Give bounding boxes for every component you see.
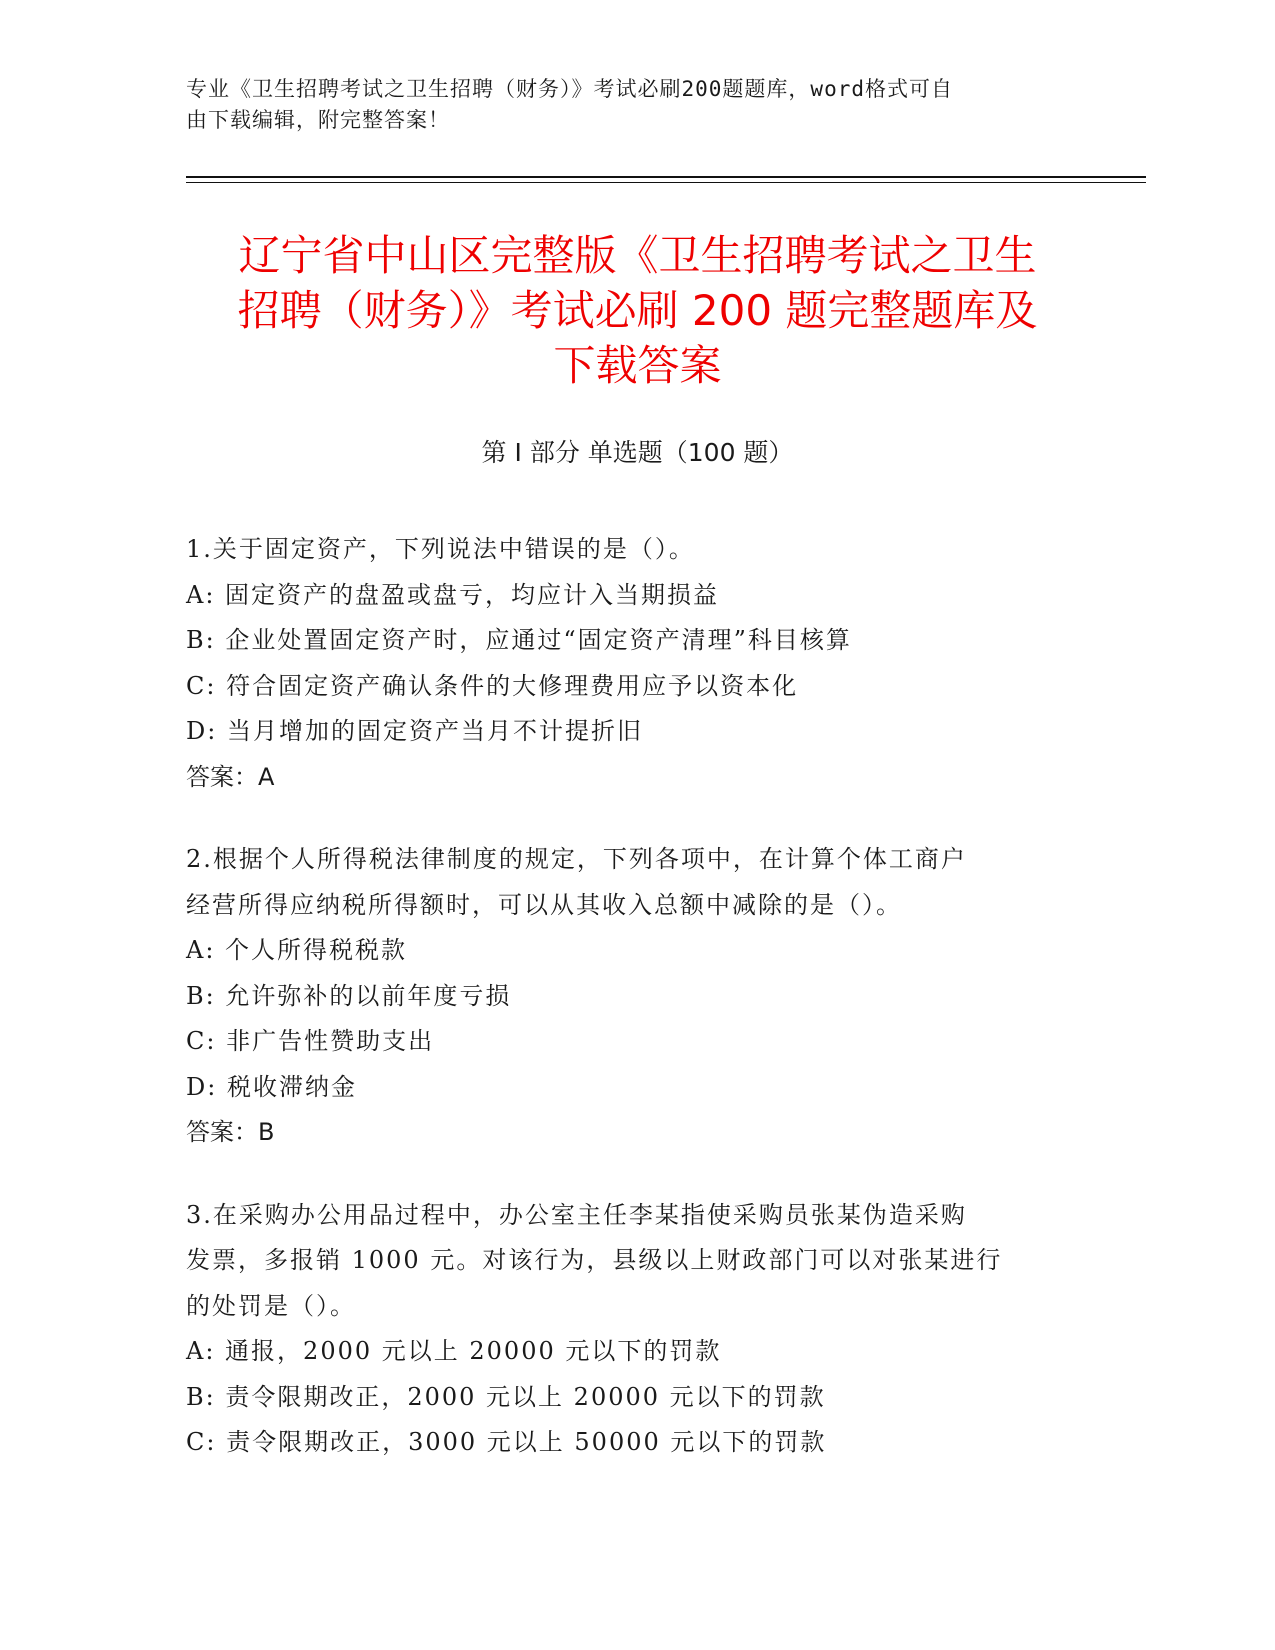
answer-label: 答案：A (186, 762, 275, 791)
section-title: 第 I 部分 单选题（100 题） (481, 438, 794, 467)
option-a: A: 通报，2000 元以上 20000 元以下的罚款 (186, 1337, 722, 1365)
option-d: D: 当月增加的固定资产当月不计提折旧 (186, 717, 643, 745)
document-title (186, 228, 1089, 393)
question-list (186, 527, 1066, 1503)
option-c: C: 符合固定资产确认条件的大修理费用应予以资本化 (186, 671, 799, 700)
question-1 (186, 527, 1066, 800)
question-stem: 的处罚是（）。 (186, 1291, 356, 1320)
title-line: 下载答案 (553, 341, 722, 390)
option-b: B: 允许弥补的以前年度亏损 (186, 981, 512, 1010)
option-d: D: 税收滞纳金 (186, 1072, 357, 1101)
header-divider-thin (186, 182, 1146, 183)
option-b: B: 责令限期改正，2000 元以上 20000 元以下的罚款 (186, 1382, 826, 1411)
option-c: C: 非广告性赞助支出 (186, 1027, 435, 1055)
option-a: A: 固定资产的盘盈或盘亏，均应计入当期损益 (186, 580, 720, 609)
option-b: B: 企业处置固定资产时，应通过“固定资产清理”科目核算 (186, 626, 852, 654)
question-stem: 3.在采购办公用品过程中，办公室主任李某指使采购员张某伪造采购 (186, 1200, 967, 1229)
title-line: 招聘（财务）》考试必刷 200 题完整题库及 (237, 286, 1038, 335)
question-stem: 1.关于固定资产，下列说法中错误的是（）。 (186, 535, 695, 563)
question-stem: 发票，多报销 1000 元。对该行为，县级以上财政部门可以对张某进行 (186, 1246, 1003, 1274)
question-stem: 经营所得应纳税所得额时，可以从其收入总额中减除的是（）。 (186, 890, 902, 919)
header-note-line: 专业《卫生招聘考试之卫生招聘（财务）》考试必刷200题题库，word格式可自 (186, 77, 953, 101)
title-line: 辽宁省中山区完整版《卫生招聘考试之卫生 (238, 231, 1037, 280)
question-3 (186, 1193, 1066, 1466)
option-a: A: 个人所得税税款 (186, 936, 408, 964)
header-divider-thick (186, 176, 1146, 178)
answer-label: 答案：B (186, 1118, 275, 1146)
option-c: C: 责令限期改正，3000 元以上 50000 元以下的罚款 (186, 1428, 827, 1456)
question-2 (186, 837, 1066, 1156)
header-note-line: 由下载编辑，附完整答案！ (186, 108, 450, 132)
question-stem: 2.根据个人所得税法律制度的规定，下列各项中，在计算个体工商户 (186, 845, 967, 873)
header-note (186, 74, 1066, 136)
